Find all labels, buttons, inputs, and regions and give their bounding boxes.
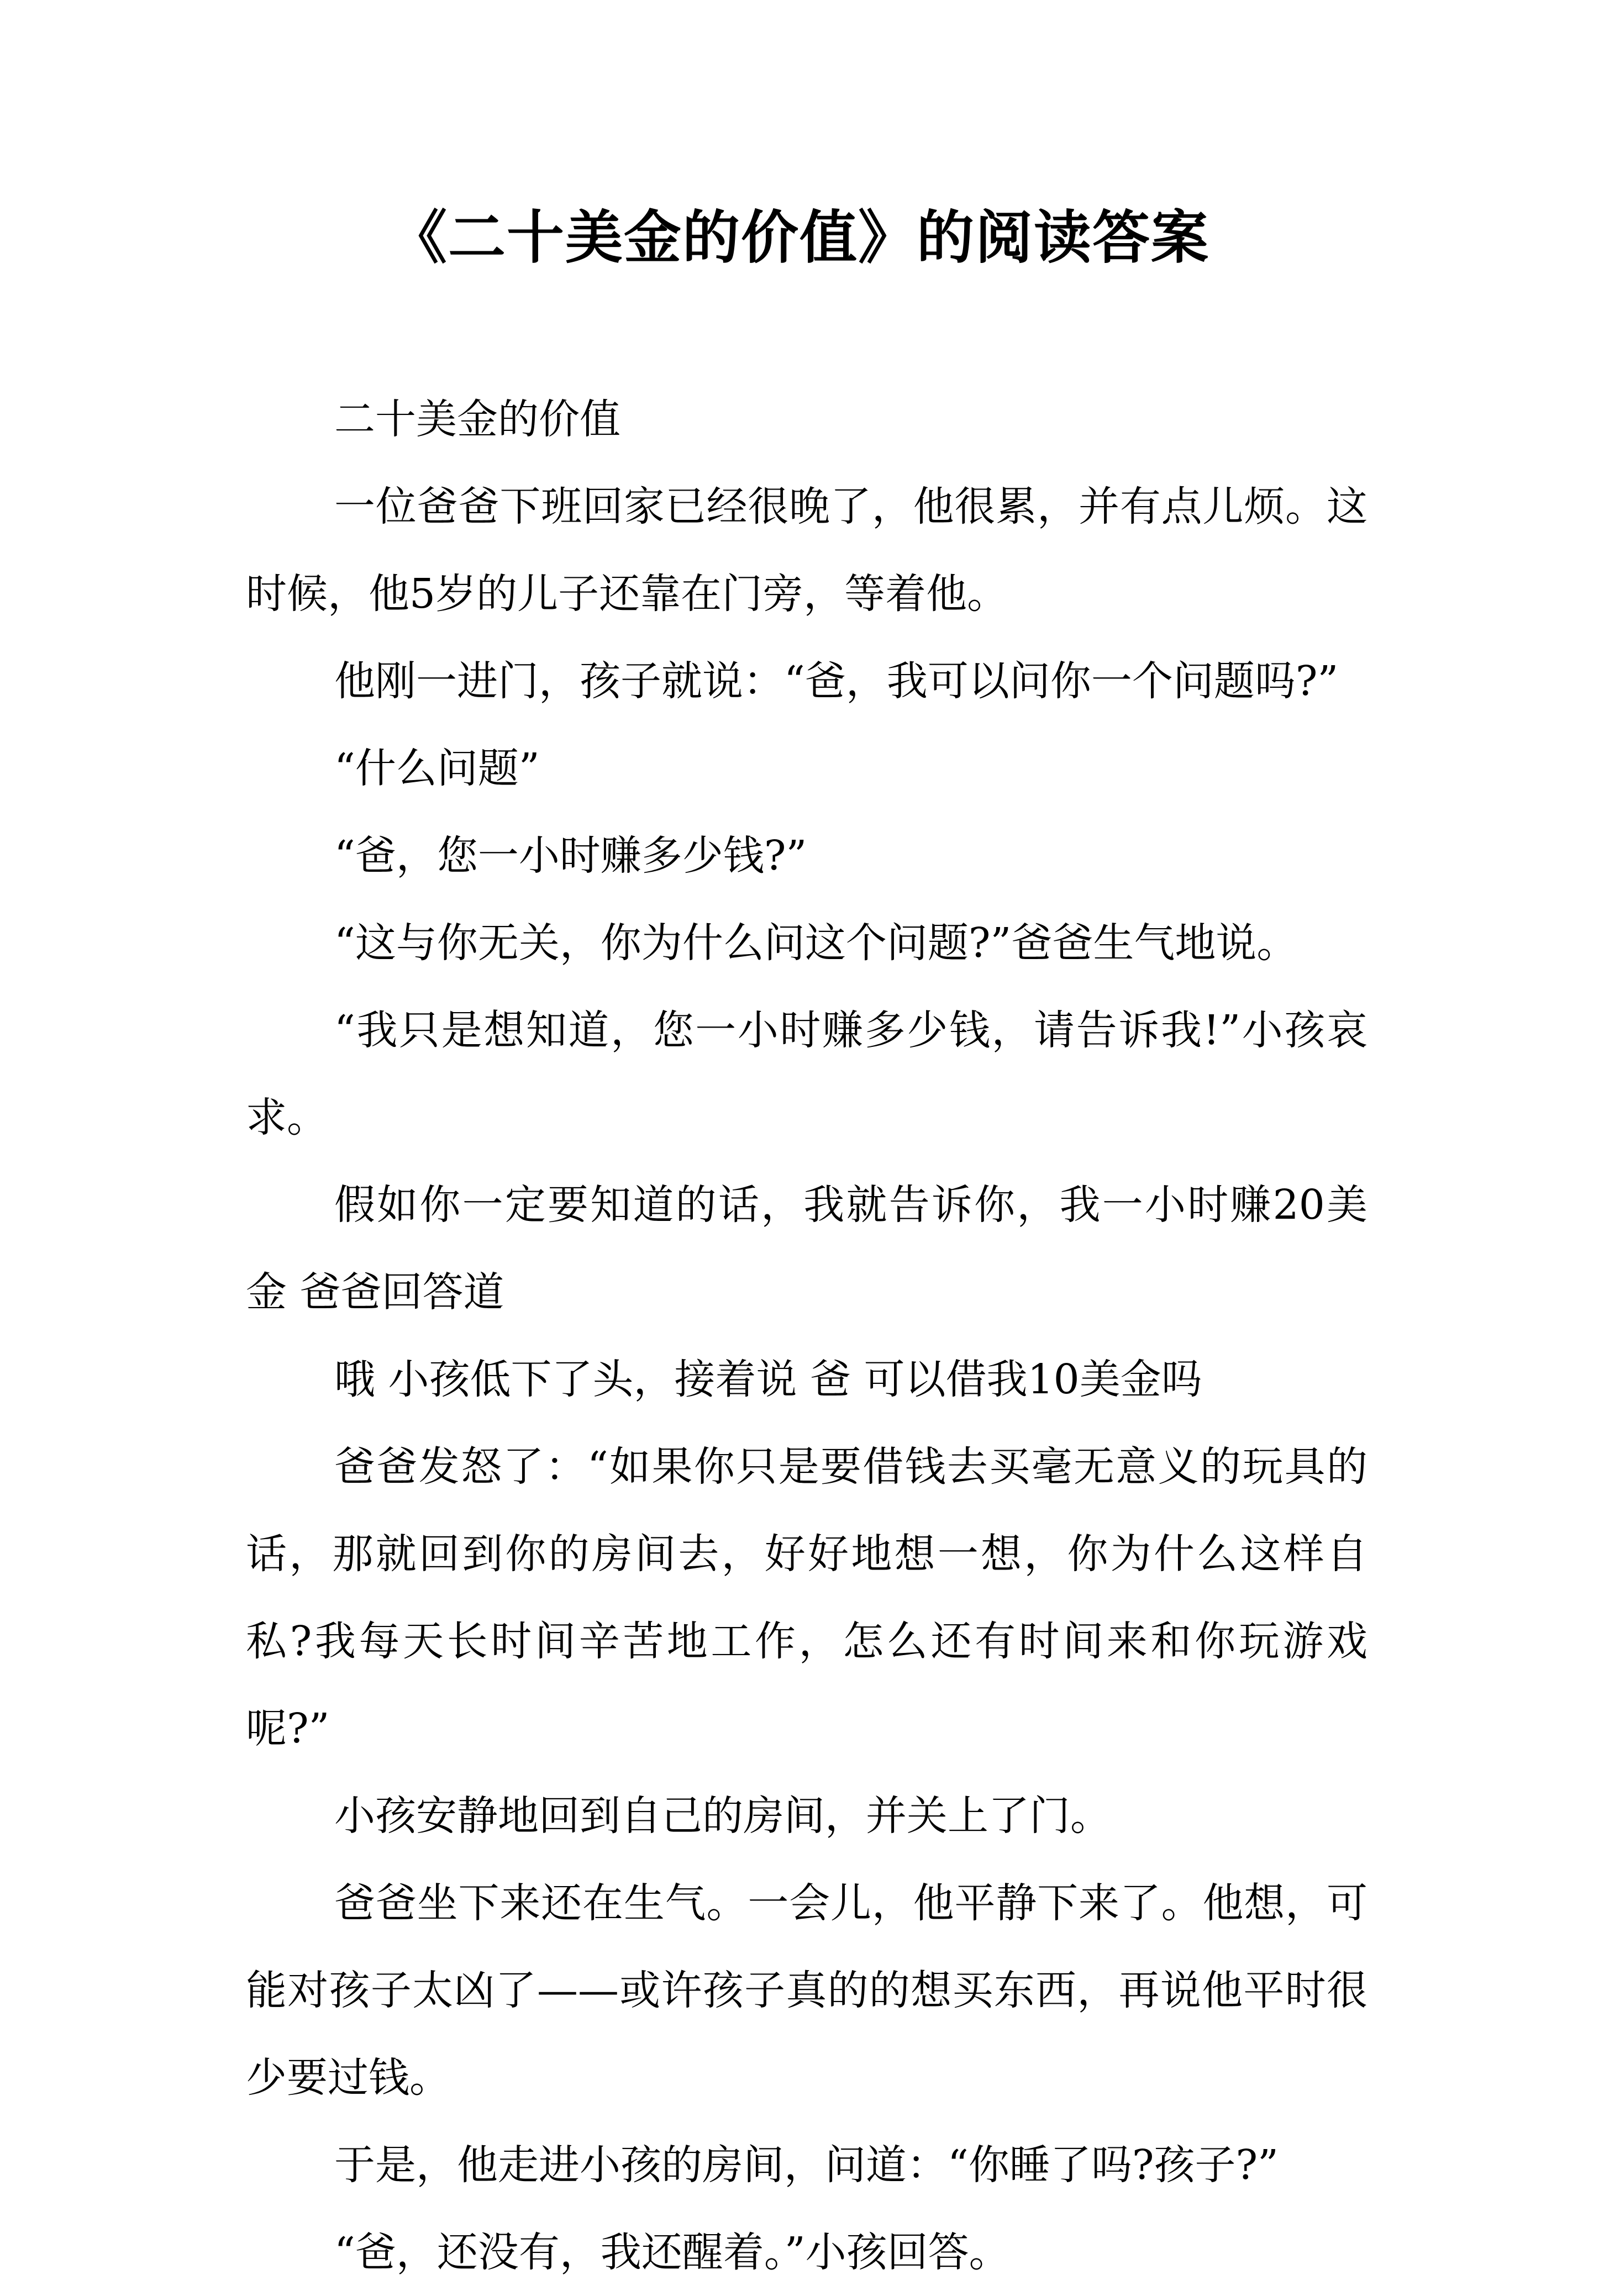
document-body <box>246 376 1367 2296</box>
paragraph: 爸爸坐下来还在生气。一会儿，他平静下来了。他想，可能对孩子太凶了——或许孩子真的的想买东西，再说他平时很少要过钱。 <box>246 1879 1367 2102</box>
paragraph: “这与你无关，你为什么问这个问题?”爸爸生气地说。 <box>334 919 1298 967</box>
paragraph: 他刚一进门，孩子就说：“爸，我可以问你一个问题吗?” <box>334 657 1339 705</box>
paragraph: 于是，他走进小孩的房间，问道：“你睡了吗?孩子?” <box>334 2141 1279 2189</box>
paragraph: 哦 小孩低下了头，接着说 爸 可以借我10美金吗 <box>334 1356 1202 1403</box>
paragraph: 爸爸发怒了：“如果你只是要借钱去买毫无意义的玩具的话，那就回到你的房间去，好好地想一想，你为什么这样自私?我每天长时间辛苦地工作，怎么还有时间来和你玩游戏呢?” <box>246 1443 1367 1752</box>
paragraph: 小孩安静地回到自己的房间，并关上了门。 <box>334 1792 1111 1840</box>
paragraph: “我只是想知道，您一小时赚多少钱，请告诉我!”小孩哀求。 <box>246 1007 1367 1141</box>
paragraph: 假如你一定要知道的话，我就告诉你，我一小时赚20美金 爸爸回答道 <box>246 1181 1367 1316</box>
paragraph: “什么问题” <box>334 745 540 792</box>
paragraph: “爸，还没有，我还醒着。”小孩回答。 <box>334 2229 1010 2276</box>
section-heading: 二十美金的价值 <box>334 396 620 443</box>
paragraph: “爸，您一小时赚多少钱?” <box>334 832 807 880</box>
paragraph: 一位爸爸下班回家已经很晚了，他很累，并有点儿烦。这时候，他5岁的儿子还靠在门旁，等着他。 <box>246 483 1367 618</box>
page-title: 《二十美金的价值》的阅读答案 <box>389 203 1209 271</box>
